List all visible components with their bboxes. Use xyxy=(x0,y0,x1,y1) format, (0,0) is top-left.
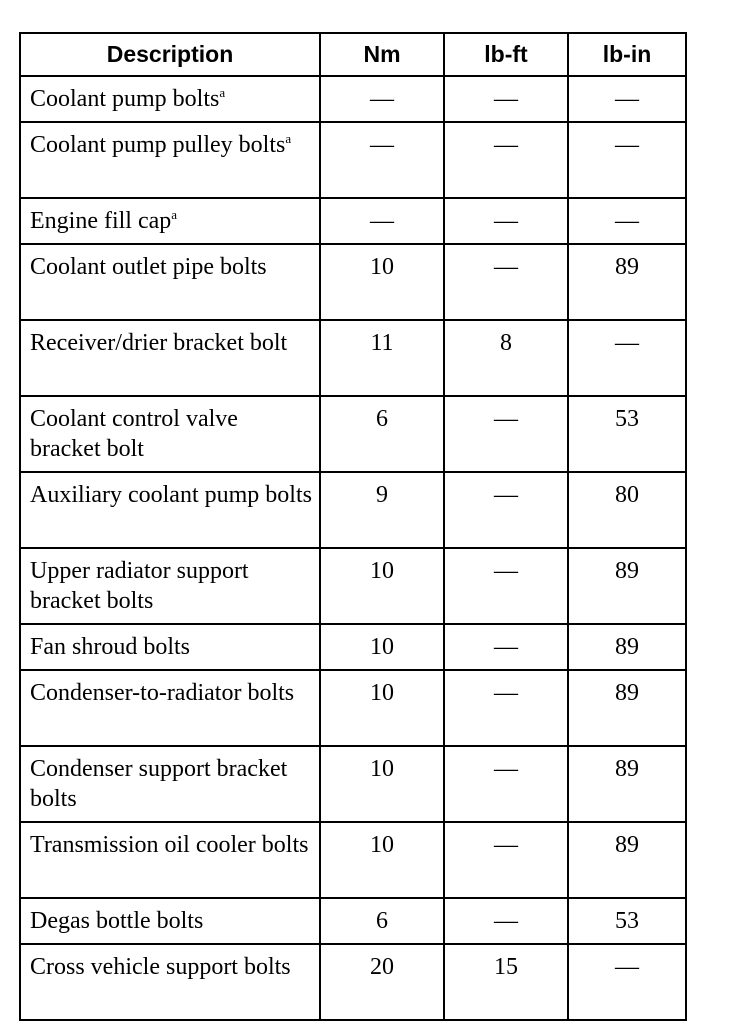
lb-ft-cell: 8 xyxy=(444,320,568,396)
lb-ft-cell: — xyxy=(444,670,568,746)
description-cell xyxy=(20,472,320,548)
nm-cell: 10 xyxy=(320,244,444,320)
description-text: Cross vehicle support bolts xyxy=(30,954,291,980)
lb-in-cell: 89 xyxy=(568,670,686,746)
footnote-marker: a xyxy=(171,207,178,222)
lb-in-cell: — xyxy=(568,198,686,244)
lb-in-cell: 89 xyxy=(568,746,686,822)
nm-cell: 10 xyxy=(320,822,444,898)
lb-ft-cell: — xyxy=(444,822,568,898)
column-header-lb-ft: lb-ft xyxy=(444,33,568,76)
lb-ft-cell: 15 xyxy=(444,944,568,1020)
description-text: Engine fill cap xyxy=(30,208,172,234)
lb-ft-cell: — xyxy=(444,898,568,944)
description-text: Upper radiator support bracket bolts xyxy=(30,558,249,614)
lb-in-cell: — xyxy=(568,320,686,396)
nm-cell: 20 xyxy=(320,944,444,1020)
nm-cell: 10 xyxy=(320,746,444,822)
description-cell xyxy=(20,244,320,320)
description-text: Coolant pump bolts xyxy=(30,86,220,112)
nm-cell: — xyxy=(320,198,444,244)
description-cell xyxy=(20,548,320,624)
table-row xyxy=(20,122,686,198)
lb-in-cell: — xyxy=(568,122,686,198)
description-cell xyxy=(20,670,320,746)
lb-ft-cell: — xyxy=(444,76,568,122)
nm-cell: 10 xyxy=(320,624,444,670)
torque-specification-table xyxy=(19,32,687,1021)
description-text: Coolant outlet pipe bolts xyxy=(30,254,267,280)
description-text: Condenser support bracket bolts xyxy=(30,756,288,812)
nm-cell: — xyxy=(320,76,444,122)
footnote-marker: a xyxy=(285,131,292,146)
lb-ft-cell: — xyxy=(444,122,568,198)
lb-ft-cell: — xyxy=(444,198,568,244)
description-text: Coolant pump pulley bolts xyxy=(30,132,286,158)
table-row xyxy=(20,822,686,898)
nm-cell: 6 xyxy=(320,898,444,944)
table-row xyxy=(20,244,686,320)
description-text: Receiver/drier bracket bolt xyxy=(30,330,288,356)
lb-in-cell: 53 xyxy=(568,898,686,944)
table-row xyxy=(20,396,686,472)
lb-in-cell: 89 xyxy=(568,244,686,320)
table-row xyxy=(20,624,686,670)
lb-ft-cell: — xyxy=(444,746,568,822)
lb-in-cell: — xyxy=(568,76,686,122)
lb-ft-cell: — xyxy=(444,548,568,624)
description-cell xyxy=(20,76,320,122)
nm-cell: — xyxy=(320,122,444,198)
table-header-row xyxy=(20,33,686,76)
description-cell xyxy=(20,624,320,670)
description-cell xyxy=(20,396,320,472)
column-header-nm: Nm xyxy=(320,33,444,76)
table-row xyxy=(20,670,686,746)
table-row xyxy=(20,944,686,1020)
column-header-lb-in: lb-in xyxy=(568,33,686,76)
description-cell xyxy=(20,944,320,1020)
description-text: Condenser-to-radiator bolts xyxy=(30,680,295,706)
table-row xyxy=(20,746,686,822)
description-cell xyxy=(20,320,320,396)
table-row xyxy=(20,76,686,122)
nm-cell: 11 xyxy=(320,320,444,396)
nm-cell: 6 xyxy=(320,396,444,472)
lb-in-cell: 89 xyxy=(568,624,686,670)
table-row xyxy=(20,472,686,548)
description-text: Fan shroud bolts xyxy=(30,634,191,660)
description-cell xyxy=(20,822,320,898)
description-text: Degas bottle bolts xyxy=(30,908,204,934)
description-cell xyxy=(20,898,320,944)
table-row xyxy=(20,320,686,396)
nm-cell: 10 xyxy=(320,548,444,624)
description-cell xyxy=(20,198,320,244)
table-row xyxy=(20,198,686,244)
nm-cell: 10 xyxy=(320,670,444,746)
lb-ft-cell: — xyxy=(444,396,568,472)
lb-in-cell: 80 xyxy=(568,472,686,548)
description-text: Coolant control valve bracket bolt xyxy=(30,406,238,462)
lb-ft-cell: — xyxy=(444,624,568,670)
footnote-marker: a xyxy=(219,85,226,100)
table-row xyxy=(20,898,686,944)
nm-cell: 9 xyxy=(320,472,444,548)
lb-in-cell: 89 xyxy=(568,822,686,898)
lb-in-cell: 89 xyxy=(568,548,686,624)
column-header-description: Description xyxy=(20,33,320,76)
description-text: Auxiliary coolant pump bolts xyxy=(30,482,312,508)
table-row xyxy=(20,548,686,624)
lb-in-cell: 53 xyxy=(568,396,686,472)
description-cell xyxy=(20,122,320,198)
description-text: Transmission oil cooler bolts xyxy=(30,832,309,858)
lb-ft-cell: — xyxy=(444,472,568,548)
description-cell xyxy=(20,746,320,822)
lb-ft-cell: — xyxy=(444,244,568,320)
lb-in-cell: — xyxy=(568,944,686,1020)
